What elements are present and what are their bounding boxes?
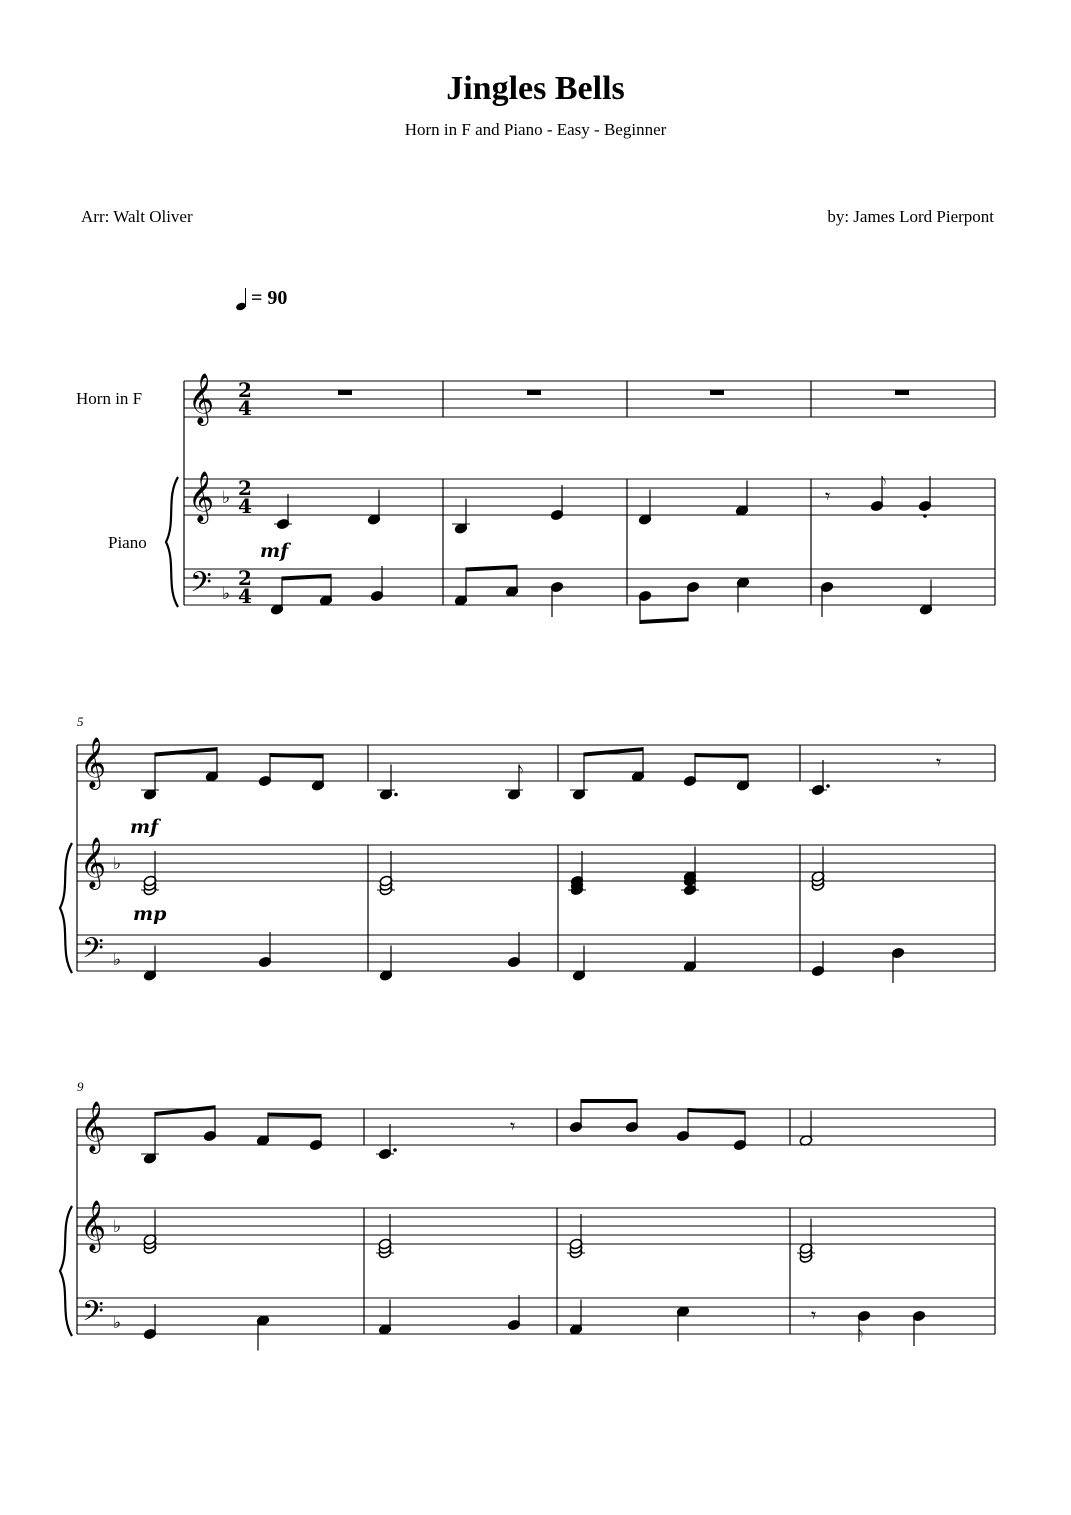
flat-icon: ♭: [113, 1313, 122, 1333]
whole-rest-icon: [895, 390, 909, 395]
beam: [640, 617, 688, 624]
augmentation-dot: [826, 784, 830, 788]
score-subtitle: Horn in F and Piano - Easy - Beginner: [404, 120, 667, 139]
treble-clef-icon: 𝄞: [188, 471, 215, 522]
time-signature-numerator: 2: [238, 378, 252, 402]
eighth-flag-icon: 𝅮: [519, 761, 524, 781]
measure-number: 5: [77, 714, 84, 729]
treble-clef-icon: 𝄞: [80, 1200, 107, 1251]
composer-credit: by: James Lord Pierpont: [827, 207, 994, 226]
treble-clef-icon: 𝄞: [188, 373, 215, 424]
flat-icon: ♭: [222, 584, 231, 604]
piano-brace: [60, 843, 72, 973]
horn-instrument-label: Horn in F: [76, 389, 143, 408]
beam: [155, 747, 217, 756]
eighth-rest-icon: 𝄾: [510, 1114, 516, 1138]
whole-rest-icon: [527, 390, 541, 395]
treble-clef-icon: 𝄞: [80, 1101, 107, 1152]
beam: [268, 1113, 321, 1118]
staccato-dot: [923, 514, 927, 518]
piano-instrument-label: Piano: [108, 533, 147, 552]
augmentation-dot: [393, 1148, 397, 1152]
dynamic-marking: mf: [260, 540, 289, 562]
time-signature-denominator: 4: [238, 494, 252, 518]
beam: [282, 574, 331, 581]
augmentation-dot: [394, 793, 398, 797]
flat-icon: ♭: [222, 488, 231, 508]
dynamic-marking: mp: [133, 903, 167, 925]
arranger-credit: Arr: Walt Oliver: [81, 207, 193, 226]
time-signature-denominator: 4: [238, 584, 252, 608]
score-title: Jingles Bells: [446, 70, 625, 107]
measure-number: 9: [77, 1079, 84, 1094]
beam: [155, 1105, 215, 1116]
dynamic-marking: mf: [130, 816, 159, 838]
treble-clef-icon: 𝄞: [80, 737, 107, 788]
time-signature-numerator: 2: [238, 566, 252, 590]
eighth-rest-icon: 𝄾: [825, 484, 831, 508]
beam: [584, 747, 643, 756]
eighth-flag-icon: 𝅮: [882, 473, 887, 492]
piano-brace: [166, 477, 178, 607]
whole-rest-icon: [338, 390, 352, 395]
time-signature-numerator: 2: [238, 476, 252, 500]
piano-brace: [60, 1206, 72, 1336]
eighth-rest-icon: 𝄾: [811, 1303, 817, 1327]
bass-clef-icon: 𝄢: [82, 932, 104, 972]
beam: [581, 1099, 637, 1103]
flat-icon: ♭: [113, 854, 122, 874]
tempo-value: = 90: [251, 287, 288, 309]
whole-rest-icon: [710, 390, 724, 395]
bass-clef-icon: 𝄢: [190, 566, 212, 606]
treble-clef-icon: 𝄞: [80, 837, 107, 888]
beam: [466, 565, 517, 572]
flat-icon: ♭: [113, 1217, 122, 1237]
eighth-rest-icon: 𝄾: [936, 750, 942, 774]
time-signature-denominator: 4: [238, 396, 252, 420]
flat-icon: ♭: [113, 950, 122, 970]
bass-clef-icon: 𝄢: [82, 1295, 104, 1335]
eighth-flag-icon: 𝅮: [859, 1325, 864, 1344]
